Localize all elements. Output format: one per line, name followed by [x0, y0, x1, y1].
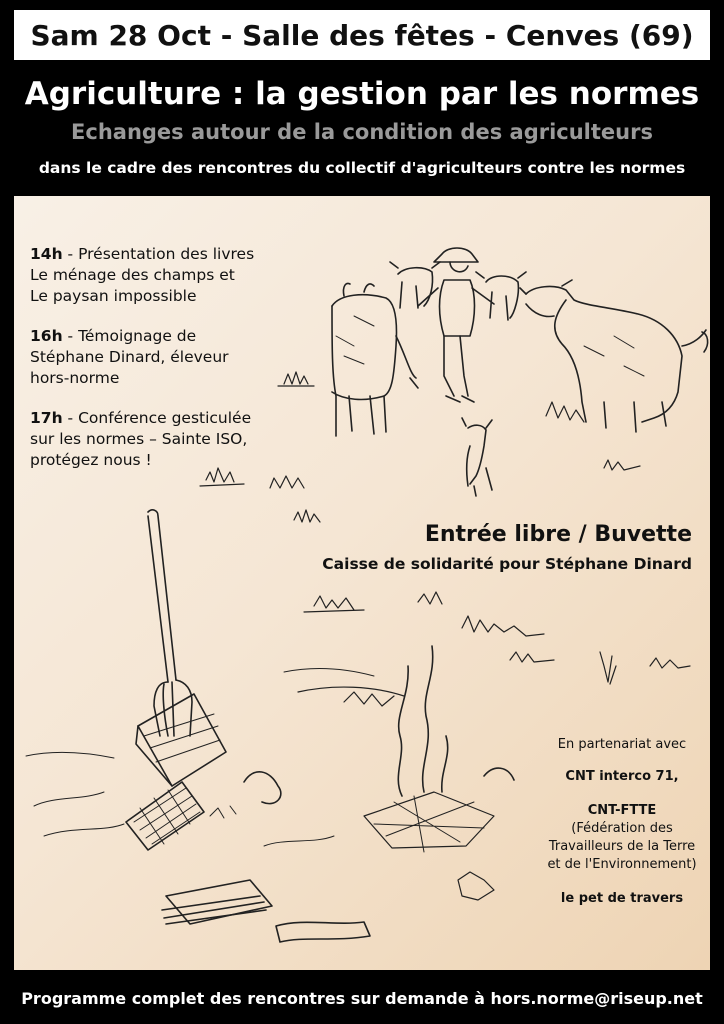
footer: [0, 972, 724, 1024]
header: [14, 62, 710, 194]
schedule-list: [30, 244, 300, 490]
page-title: Agriculture : la gestion par les normes: [24, 76, 700, 112]
schedule-line: protégez nous !: [30, 451, 152, 469]
campfire-drawing: [244, 646, 514, 900]
entry-headline: Entrée libre / Buvette: [424, 522, 692, 547]
partner-cnt-ftte-description: (Fédération des Travailleurs de la Terre et de l'Environnement): [547, 821, 697, 872]
schedule-line: Le ménage des champs et: [30, 266, 235, 284]
herd-background-drawing: [390, 262, 526, 320]
dog-drawing: [462, 418, 492, 496]
poster-body: [14, 196, 710, 970]
papers-drawing: [162, 880, 370, 942]
schedule-line: Le paysan impossible: [30, 287, 197, 305]
partners-intro: En partenariat avec: [557, 737, 687, 752]
keyboard-drawing: [126, 782, 204, 850]
schedule-line: Stéphane Dinard, éleveur: [30, 348, 229, 366]
date-banner-text: Sam 28 Oct - Salle des fêtes - Cenves (69): [30, 18, 694, 52]
partners-block: [542, 736, 702, 908]
date-banner: [14, 10, 710, 60]
schedule-line: - Conférence gesticulée: [67, 409, 252, 427]
schedule-item: [30, 244, 300, 307]
pitchfork-drawing: [148, 510, 192, 736]
cow-left-drawing: [332, 284, 418, 437]
debris-drawing: [34, 792, 334, 846]
schedule-line: hors-norme: [30, 369, 120, 387]
partner-cnt-ftte: CNT-FTTE: [587, 803, 657, 818]
schedule-line: - Témoignage de: [67, 327, 197, 345]
schedule-line: - Présentation des livres: [67, 245, 255, 263]
entry-info: [322, 522, 692, 573]
footer-text: Programme complet des rencontres sur demande à hors.norme@riseup.net: [21, 988, 703, 1008]
partner-cnt-interco: CNT interco 71,: [565, 769, 679, 784]
context-line: dans le cadre des rencontres du collectif d'agriculteurs contre les normes: [38, 159, 686, 177]
schedule-item: [30, 408, 300, 471]
bull-right-drawing: [520, 280, 708, 432]
partner-pet-de-travers: le pet de travers: [560, 891, 684, 906]
schedule-line: sur les normes – Sainte ISO,: [30, 430, 248, 448]
schedule-time: 14h: [30, 245, 63, 263]
schedule-item: [30, 326, 300, 389]
schedule-time: 16h: [30, 327, 63, 345]
solidarity-line: Caisse de solidarité pour Stéphane Dinard: [322, 555, 692, 573]
schedule-time: 17h: [30, 409, 63, 427]
scoop-drawing: [136, 694, 226, 786]
subtitle: Echanges autour de la condition des agriculteurs: [71, 120, 653, 144]
